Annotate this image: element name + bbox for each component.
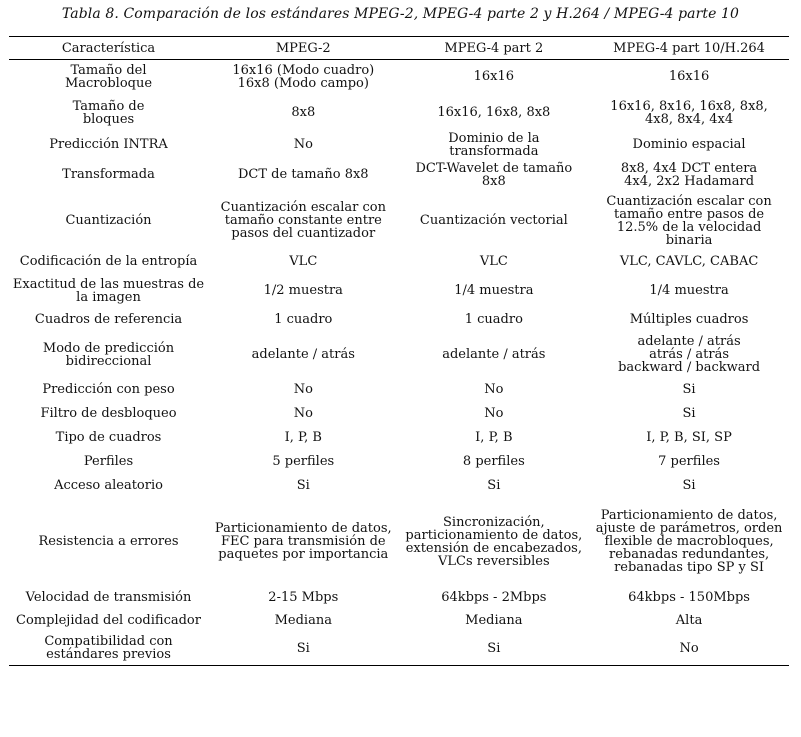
cell-mpeg2 bbox=[208, 132, 399, 158]
cell-text-line: 8x8 bbox=[481, 173, 506, 189]
cell-mpeg4-part2 bbox=[399, 94, 590, 132]
cell-text-line: Predicción con peso bbox=[42, 382, 175, 397]
cell-mpeg4-part2 bbox=[399, 158, 590, 192]
cell-text-line: 64kbps - 150Mbps bbox=[628, 590, 750, 605]
cell-mpeg4-part2 bbox=[399, 274, 590, 308]
cell-feature bbox=[9, 274, 208, 308]
cell-h264 bbox=[589, 132, 789, 158]
cell-text-line: Si bbox=[682, 382, 696, 397]
cell-text-line: 16x8 (Modo campo) bbox=[237, 75, 369, 91]
cell-text-line: 1 cuadro bbox=[274, 312, 333, 327]
cell-text-line: binaria bbox=[665, 232, 713, 248]
cell-text-line: FEC para transmisión de bbox=[220, 534, 386, 549]
table-row bbox=[9, 94, 789, 132]
cell-text-line: I, P, B bbox=[475, 430, 513, 445]
cell-h264 bbox=[589, 60, 789, 94]
cell-mpeg2 bbox=[208, 192, 399, 250]
cell-text-line: Acceso aleatorio bbox=[54, 478, 163, 493]
cell-feature bbox=[9, 158, 208, 192]
cell-text-line: paquetes por importancia bbox=[218, 547, 389, 562]
cell-feature bbox=[9, 426, 208, 450]
table-row bbox=[9, 158, 789, 192]
cell-h264 bbox=[589, 586, 789, 610]
cell-text-line: rebanadas tipo SP y SI bbox=[614, 560, 765, 575]
cell-feature bbox=[9, 60, 208, 94]
cell-text-line: la imagen bbox=[76, 289, 141, 305]
cell-mpeg4-part2 bbox=[399, 426, 590, 450]
cell-feature bbox=[9, 610, 208, 632]
cell-text-line: 12.5% de la velocidad bbox=[616, 219, 762, 235]
table-row bbox=[9, 308, 789, 332]
cell-text-line: VLC bbox=[479, 254, 508, 269]
cell-feature bbox=[9, 450, 208, 474]
cell-text-line: No bbox=[293, 137, 313, 152]
cell-feature bbox=[9, 474, 208, 498]
cell-h264 bbox=[589, 402, 789, 426]
table-row bbox=[9, 132, 789, 158]
cell-text-line: 5 perfiles bbox=[272, 454, 335, 469]
cell-text-line: Cuantización bbox=[65, 213, 152, 228]
cell-text-line: I, P, B bbox=[284, 430, 322, 445]
cell-text-line: flexible de macrobloques, bbox=[604, 534, 774, 549]
cell-text-line: 64kbps - 2Mbps bbox=[441, 590, 547, 605]
cell-h264 bbox=[589, 332, 789, 378]
cell-mpeg4-part2 bbox=[399, 332, 590, 378]
cell-text-line: 4x4, 2x2 Hadamard bbox=[624, 173, 755, 189]
cell-mpeg4-part2 bbox=[399, 60, 590, 94]
cell-text-line: Tamaño de bbox=[72, 98, 145, 114]
cell-feature bbox=[9, 308, 208, 332]
cell-mpeg2 bbox=[208, 632, 399, 666]
cell-h264 bbox=[589, 192, 789, 250]
cell-text-line: Tipo de cuadros bbox=[55, 430, 162, 445]
header-feature: Característica bbox=[61, 40, 156, 56]
cell-mpeg2 bbox=[208, 586, 399, 610]
cell-text-line: adelante / atrás bbox=[637, 334, 741, 349]
cell-feature bbox=[9, 402, 208, 426]
cell-feature bbox=[9, 132, 208, 158]
cell-mpeg4-part2 bbox=[399, 474, 590, 498]
cell-mpeg2 bbox=[208, 60, 399, 94]
cell-text-line: VLC bbox=[289, 254, 318, 269]
cell-h264 bbox=[589, 250, 789, 274]
cell-text-line: Si bbox=[296, 478, 310, 493]
cell-text-line: 16x16, 16x8, 8x8 bbox=[437, 105, 551, 120]
table-row bbox=[9, 610, 789, 632]
cell-text-line: Alta bbox=[675, 613, 703, 628]
cell-text-line: Complejidad del codificador bbox=[16, 613, 201, 628]
table-row bbox=[9, 474, 789, 498]
cell-mpeg4-part2 bbox=[399, 498, 590, 586]
cell-text-line: pasos del cuantizador bbox=[231, 226, 376, 241]
table-caption: Tabla 8. Comparación de los estándares MPEG-2, MPEG-4 parte 2 y H.264 / MPEG-4 parte 10 bbox=[61, 6, 740, 22]
table-row bbox=[9, 332, 789, 378]
cell-h264 bbox=[589, 610, 789, 632]
table-row bbox=[9, 192, 789, 250]
cell-text-line: Velocidad de transmisión bbox=[25, 590, 192, 605]
cell-text-line: No bbox=[293, 406, 313, 421]
cell-h264 bbox=[589, 450, 789, 474]
cell-mpeg2 bbox=[208, 402, 399, 426]
cell-text-line: No bbox=[484, 382, 504, 397]
cell-text-line: 1/2 muestra bbox=[263, 283, 343, 298]
cell-text-line: VLCs reversibles bbox=[438, 553, 550, 569]
cell-text-line: 1/4 muestra bbox=[454, 283, 534, 298]
cell-text-line: VLC, CAVLC, CABAC bbox=[619, 254, 759, 269]
cell-h264 bbox=[589, 274, 789, 308]
cell-h264 bbox=[589, 158, 789, 192]
cell-mpeg2 bbox=[208, 498, 399, 586]
cell-h264 bbox=[589, 378, 789, 402]
cell-feature bbox=[9, 250, 208, 274]
cell-text-line: atrás / atrás bbox=[649, 347, 729, 362]
comparison-table bbox=[9, 36, 789, 666]
cell-text-line: Si bbox=[682, 478, 696, 493]
cell-text-line: extensión de encabezados, bbox=[405, 540, 582, 556]
cell-h264 bbox=[589, 94, 789, 132]
cell-h264 bbox=[589, 474, 789, 498]
cell-text-line: Si bbox=[682, 406, 696, 421]
cell-text-line: Si bbox=[296, 640, 310, 656]
cell-mpeg4-part2 bbox=[399, 402, 590, 426]
cell-mpeg2 bbox=[208, 426, 399, 450]
cell-text-line: 2-15 Mbps bbox=[268, 590, 339, 605]
table-row bbox=[9, 274, 789, 308]
cell-text-line: bidireccional bbox=[65, 353, 152, 369]
cell-text-line: Cuantización escalar con bbox=[606, 193, 772, 209]
cell-text-line: 1/4 muestra bbox=[649, 283, 729, 298]
cell-h264 bbox=[589, 308, 789, 332]
cell-text-line: Si bbox=[487, 478, 501, 493]
cell-text-line: Dominio espacial bbox=[632, 137, 746, 152]
table-row bbox=[9, 426, 789, 450]
cell-text-line: adelante / atrás bbox=[251, 347, 355, 362]
cell-text-line: 4x8, 8x4, 4x4 bbox=[644, 111, 734, 127]
cell-mpeg2 bbox=[208, 250, 399, 274]
cell-h264 bbox=[589, 426, 789, 450]
cell-text-line: particionamiento de datos, bbox=[405, 527, 583, 543]
cell-text-line: 8 perfiles bbox=[462, 454, 525, 469]
cell-text-line: DCT de tamaño 8x8 bbox=[238, 167, 369, 182]
header-h264: MPEG-4 part 10/H.264 bbox=[613, 40, 765, 56]
table-row bbox=[9, 498, 789, 586]
cell-text-line: Sincronización, bbox=[443, 514, 545, 530]
cell-text-line: tamaño constante entre bbox=[224, 213, 382, 228]
cell-text-line: estándares previos bbox=[46, 647, 171, 663]
header-mpeg4-part2: MPEG-4 part 2 bbox=[444, 40, 544, 56]
cell-text-line: Dominio de la transformada bbox=[448, 130, 540, 159]
cell-mpeg2 bbox=[208, 610, 399, 632]
cell-mpeg2 bbox=[208, 94, 399, 132]
cell-feature bbox=[9, 192, 208, 250]
cell-text-line: rebanadas redundantes, bbox=[609, 547, 770, 562]
cell-text-line: Mediana bbox=[274, 613, 332, 628]
cell-text-line: Predicción INTRA bbox=[49, 137, 168, 152]
cell-mpeg4-part2 bbox=[399, 632, 590, 666]
cell-text-line: DCT-Wavelet de tamaño bbox=[415, 160, 573, 176]
cell-mpeg4-part2 bbox=[399, 192, 590, 250]
cell-text-line: Perfiles bbox=[83, 454, 134, 469]
cell-text-line: tamaño entre pasos de bbox=[614, 206, 765, 222]
cell-text-line: bloques bbox=[82, 111, 135, 127]
cell-text-line: Cuantización vectorial bbox=[419, 213, 568, 228]
cell-text-line: 16x16, 8x16, 16x8, 8x8, bbox=[610, 98, 768, 114]
table-row bbox=[9, 450, 789, 474]
cell-text-line: 8x8 bbox=[291, 105, 316, 120]
cell-text-line: I, P, B, SI, SP bbox=[646, 430, 732, 445]
cell-text-line: 8x8, 4x4 DCT entera bbox=[620, 160, 758, 176]
cell-mpeg4-part2 bbox=[399, 308, 590, 332]
cell-feature bbox=[9, 498, 208, 586]
cell-text-line: Filtro de desbloqueo bbox=[40, 406, 177, 421]
cell-text-line: ajuste de parámetros, orden bbox=[595, 521, 783, 536]
cell-text-line: Mediana bbox=[465, 613, 523, 628]
cell-mpeg4-part2 bbox=[399, 250, 590, 274]
cell-text-line: Transformada bbox=[62, 167, 155, 182]
cell-feature bbox=[9, 378, 208, 402]
cell-feature bbox=[9, 94, 208, 132]
cell-mpeg2 bbox=[208, 332, 399, 378]
table-row bbox=[9, 586, 789, 610]
cell-text-line: 16x16 bbox=[668, 69, 710, 85]
table-row bbox=[9, 632, 789, 666]
table-row bbox=[9, 378, 789, 402]
cell-text-line: Resistencia a errores bbox=[38, 534, 179, 549]
cell-mpeg2 bbox=[208, 450, 399, 474]
cell-text-line: adelante / atrás bbox=[442, 347, 546, 362]
cell-feature bbox=[9, 332, 208, 378]
table-body bbox=[9, 60, 789, 666]
cell-text-line: Codificación de la entropía bbox=[19, 254, 198, 269]
table-row bbox=[9, 60, 789, 94]
cell-h264 bbox=[589, 632, 789, 666]
cell-text-line: No bbox=[679, 640, 699, 656]
cell-text-line: No bbox=[484, 406, 504, 421]
cell-mpeg2 bbox=[208, 158, 399, 192]
cell-text-line: Si bbox=[487, 640, 501, 656]
cell-text-line: No bbox=[293, 382, 313, 397]
cell-text-line: Exactitud de las muestras de bbox=[12, 276, 205, 292]
cell-text-line: Macrobloque bbox=[64, 75, 153, 91]
cell-text-line: Particionamiento de datos, bbox=[600, 508, 778, 523]
cell-text-line: Cuantización escalar con bbox=[220, 200, 386, 215]
cell-text-line: Tamaño del bbox=[70, 62, 147, 78]
cell-mpeg4-part2 bbox=[399, 450, 590, 474]
cell-mpeg2 bbox=[208, 474, 399, 498]
cell-mpeg2 bbox=[208, 378, 399, 402]
cell-mpeg4-part2 bbox=[399, 610, 590, 632]
table-row bbox=[9, 250, 789, 274]
cell-text-line: 1 cuadro bbox=[464, 312, 523, 327]
cell-text-line: 16x16 bbox=[473, 69, 515, 85]
table-header-row bbox=[9, 37, 789, 60]
cell-text-line: 7 perfiles bbox=[658, 454, 720, 469]
cell-text-line: Compatibilidad con bbox=[44, 634, 173, 650]
cell-feature bbox=[9, 586, 208, 610]
cell-feature bbox=[9, 632, 208, 666]
cell-text-line: Modo de predicción bbox=[42, 340, 175, 356]
header-mpeg2: MPEG-2 bbox=[275, 40, 331, 56]
cell-text-line: Cuadros de referencia bbox=[34, 312, 183, 327]
cell-mpeg4-part2 bbox=[399, 378, 590, 402]
cell-text-line: 16x16 (Modo cuadro) bbox=[232, 62, 375, 78]
cell-text-line: Múltiples cuadros bbox=[629, 312, 749, 327]
cell-mpeg4-part2 bbox=[399, 132, 590, 158]
table-row bbox=[9, 402, 789, 426]
cell-mpeg2 bbox=[208, 308, 399, 332]
cell-h264 bbox=[589, 498, 789, 586]
cell-mpeg2 bbox=[208, 274, 399, 308]
cell-text-line: Particionamiento de datos, bbox=[214, 521, 392, 536]
cell-text-line: backward / backward bbox=[618, 360, 761, 375]
cell-mpeg4-part2 bbox=[399, 586, 590, 610]
